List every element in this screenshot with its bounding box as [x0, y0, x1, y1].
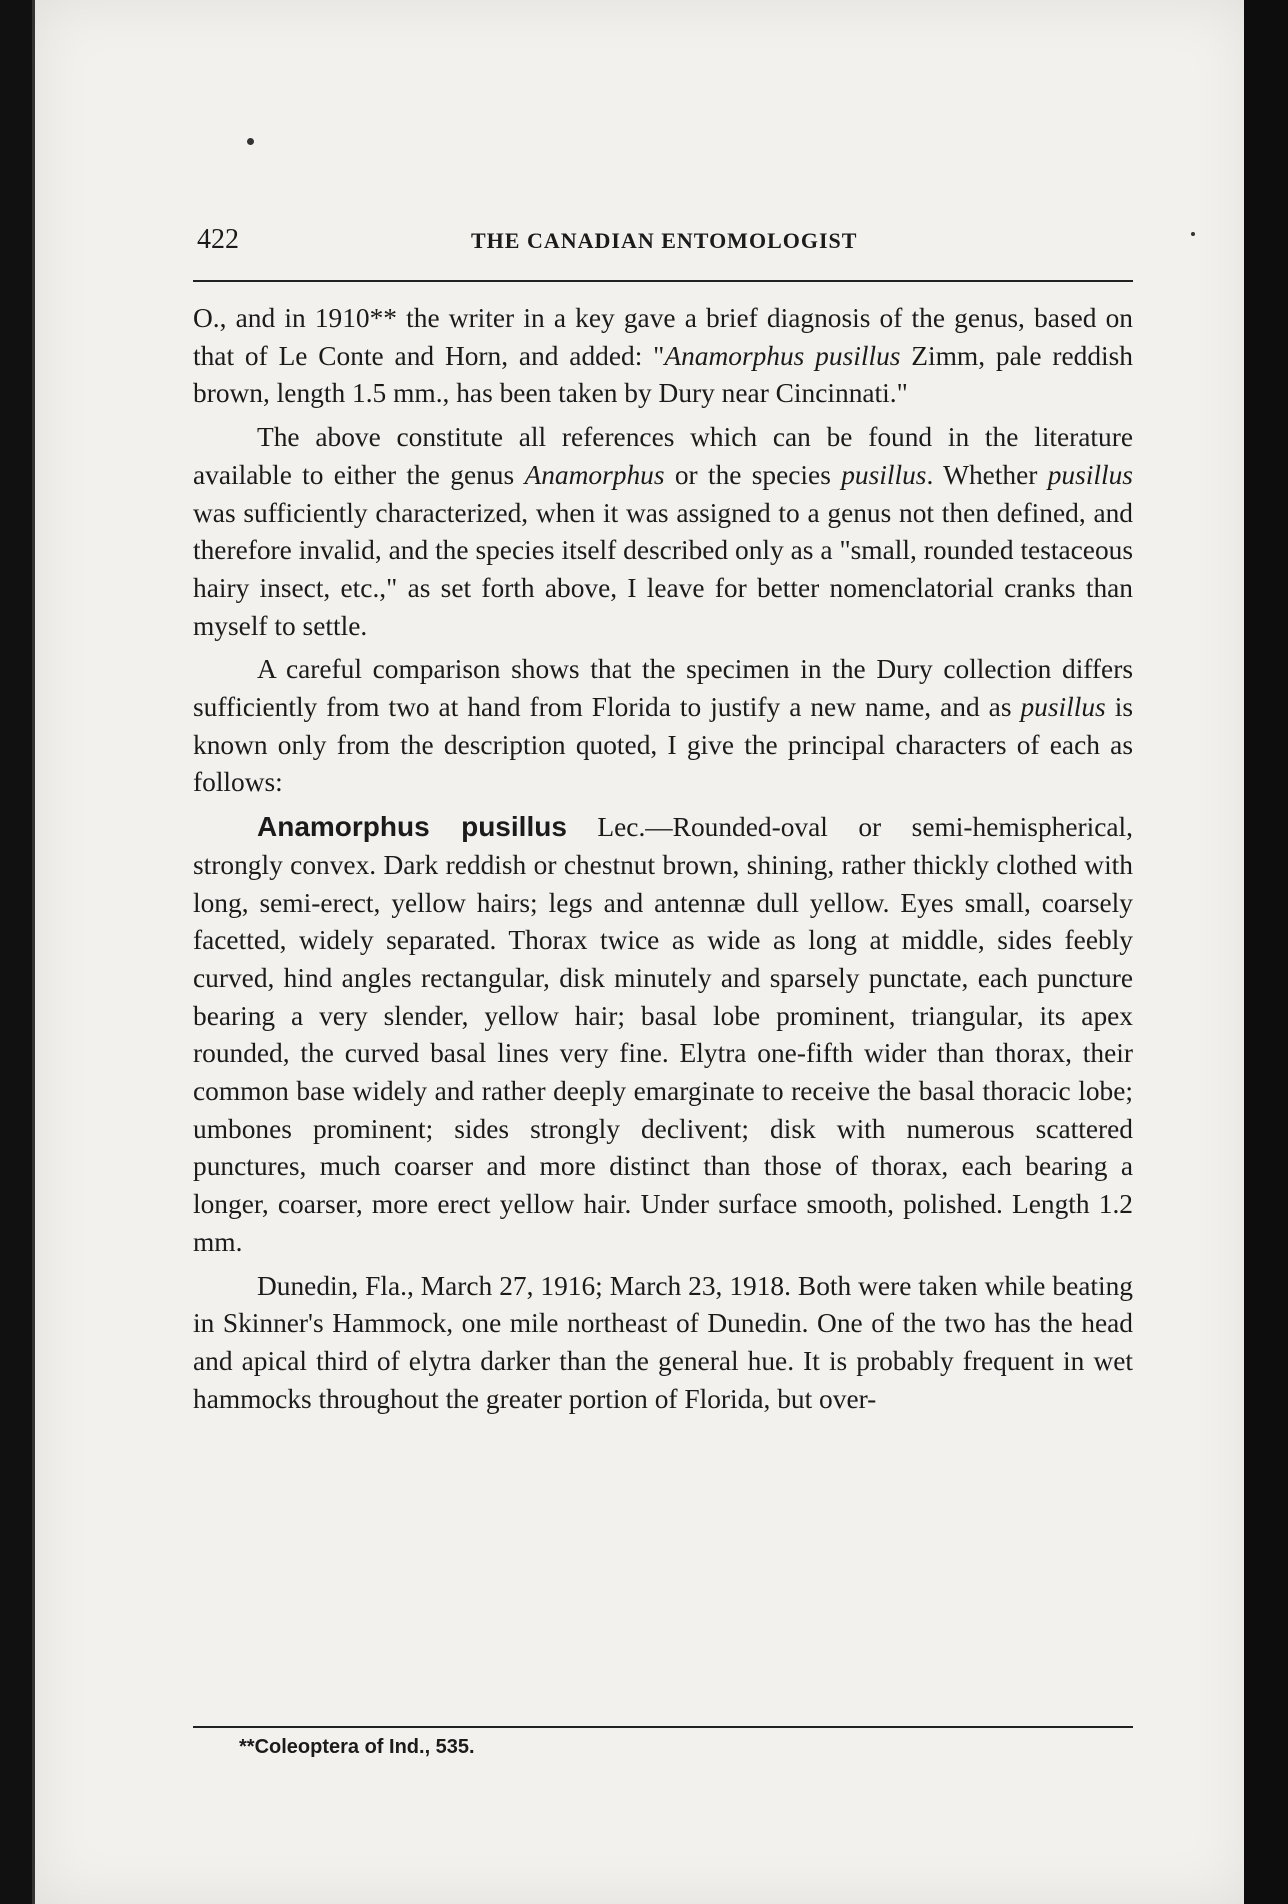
italic-taxon: pusillus: [1020, 692, 1106, 723]
article-body: [193, 300, 1133, 1418]
italic-taxon: Anamorphus: [524, 459, 665, 490]
page-number: 422: [197, 224, 239, 255]
ink-speck: [247, 138, 254, 145]
paragraph: [193, 419, 1133, 645]
scan-border-right: [1244, 0, 1288, 1904]
text-run: or the species: [664, 459, 842, 490]
footnote-rule: [193, 1726, 1133, 1728]
italic-taxon: pusillus: [841, 459, 927, 490]
paragraph: [193, 300, 1133, 413]
text-run: Dunedin, Fla., March 27, 1916; March 23, 1918. Both were taken while beating in Skinner's Hammock, one mile northeast of Dunedin. One of the two has the head and apical third of elytra darker than the general hue. It is probably frequent in wet hammocks throughout the greater portion of Florida, but over-: [193, 1270, 1133, 1414]
header-rule: [193, 280, 1133, 282]
species-heading: Anamorphus pusillus: [257, 811, 567, 843]
text-run: . Whether: [926, 459, 1048, 490]
text-run: Zimm, pale reddish brown, length 1.5 mm., has been taken by Dury near Cincinnati.": [193, 340, 1133, 409]
text-run: O., and in 1910** the writer in a key gave a brief diagnosis of the genus, based on that of Le Conte and Horn, and added: ": [193, 303, 1133, 371]
italic-taxon: Anamorphus pusillus: [664, 340, 901, 371]
text-run: A careful comparison shows that the specimen in the Dury collection differs sufficiently from two at hand from Florida to justify a new name, and as: [193, 654, 1133, 723]
ink-speck: [1191, 232, 1195, 236]
paragraph: [193, 808, 1133, 1261]
paragraph: [193, 651, 1133, 802]
footnote: **Coleoptera of Ind., 535.: [239, 1736, 475, 1758]
text-run: is known only from the description quoted, I give the principal characters of each as follows:: [193, 692, 1133, 798]
scan-border-left: [0, 0, 36, 1904]
text-run: was sufficiently characterized, when it was assigned to a genus not then defined, and therefore invalid, and the species itself described only as a "small, rounded testaceous hairy insect, etc.," as set forth above, I leave for better nomenclatorial cranks than myself to settle.: [193, 497, 1133, 641]
text-run: Lec.—Rounded-oval or semi-hemispherical, strongly convex. Dark reddish or chestnut brown, shining, rather thickly clothed with long, semi-erect, yellow hairs; legs and antennæ dull yellow. Eyes small, coarsely facetted, widely separated. Thorax twice as wide as long at middle, sides feebly curved, hind angles rectangular, disk minutely and sparsely punctate, each puncture bearing a very slender, yellow hair; basal lobe prominent, triangular, its apex rounded, the curved basal lines very fine. Elytra one-fifth wider than thorax, their common base widely and rather deeply emarginate to receive the basal thoracic lobe; umbones prominent; sides strongly declivent; disk with numerous scattered punctures, much coarser and more distinct than those of thorax, each bearing a longer, coarser, more erect yellow hair. Under surface smooth, polished. Length 1.2 mm.: [193, 812, 1133, 1257]
paragraph: [193, 1268, 1133, 1419]
italic-taxon: pusillus: [1047, 459, 1133, 490]
journal-title: THE CANADIAN ENTOMOLOGIST: [471, 228, 858, 253]
running-head: [193, 224, 1133, 264]
text-run: The above constitute all references which can be found in the literature available to either the genus: [193, 422, 1133, 490]
